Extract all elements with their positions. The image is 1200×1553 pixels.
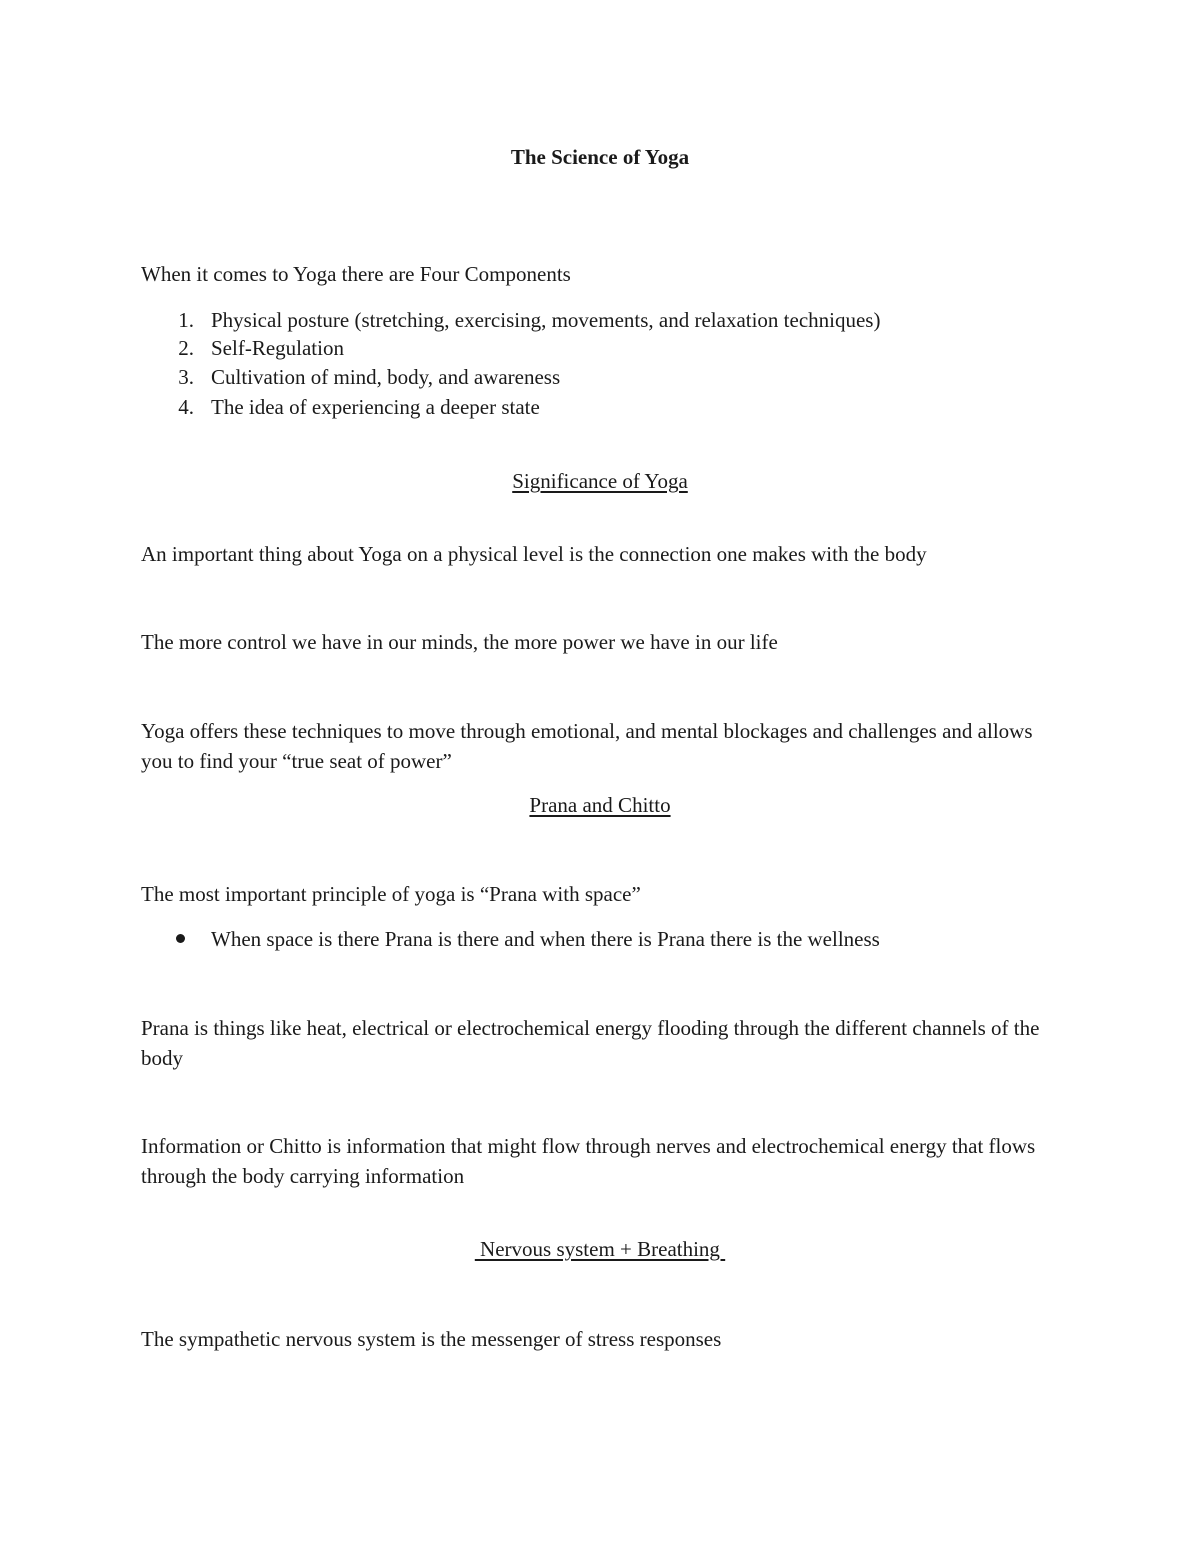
list-number: 4.	[178, 395, 194, 419]
significance-paragraph-2: The more control we have in our minds, the more power we have in our life	[141, 630, 778, 654]
prana-heading: Prana and Chitto	[529, 793, 671, 817]
prana-paragraph-2: Prana is things like heat, electrical or electrochemical energy flooding through the different channels of the body	[141, 1016, 1040, 1070]
list-item-text: The idea of experiencing a deeper state	[211, 395, 540, 419]
bullet-item-text: When space is there Prana is there and when there is Prana there is the wellness	[211, 927, 880, 951]
prana-paragraph-1: The most important principle of yoga is “Prana with space”	[141, 882, 641, 906]
prana-paragraph-3: Information or Chitto is information that might flow through nerves and electrochemical energy that flows through the body carrying information	[141, 1134, 1036, 1188]
list-item-text: Cultivation of mind, body, and awareness	[211, 365, 561, 389]
document-title: The Science of Yoga	[510, 145, 690, 169]
nervous-paragraph-1: The sympathetic nervous system is the messenger of stress responses	[141, 1327, 722, 1351]
bullet-icon	[176, 934, 185, 943]
list-item-text: Self-Regulation	[211, 336, 344, 360]
list-number: 1.	[178, 308, 194, 332]
intro-text: When it comes to Yoga there are Four Components	[141, 262, 571, 286]
list-item-text: Physical posture (stretching, exercising, movements, and relaxation techniques)	[211, 308, 881, 332]
nervous-heading: Nervous system + Breathing	[474, 1237, 726, 1261]
list-number: 2.	[178, 336, 194, 360]
list-number: 3.	[178, 365, 194, 389]
significance-paragraph-1: An important thing about Yoga on a physical level is the connection one makes with the body	[141, 542, 927, 566]
significance-paragraph-3: Yoga offers these techniques to move through emotional, and mental blockages and challenges and allows you to find your “true seat of power”	[141, 719, 1033, 773]
significance-heading: Significance of Yoga	[512, 469, 688, 493]
